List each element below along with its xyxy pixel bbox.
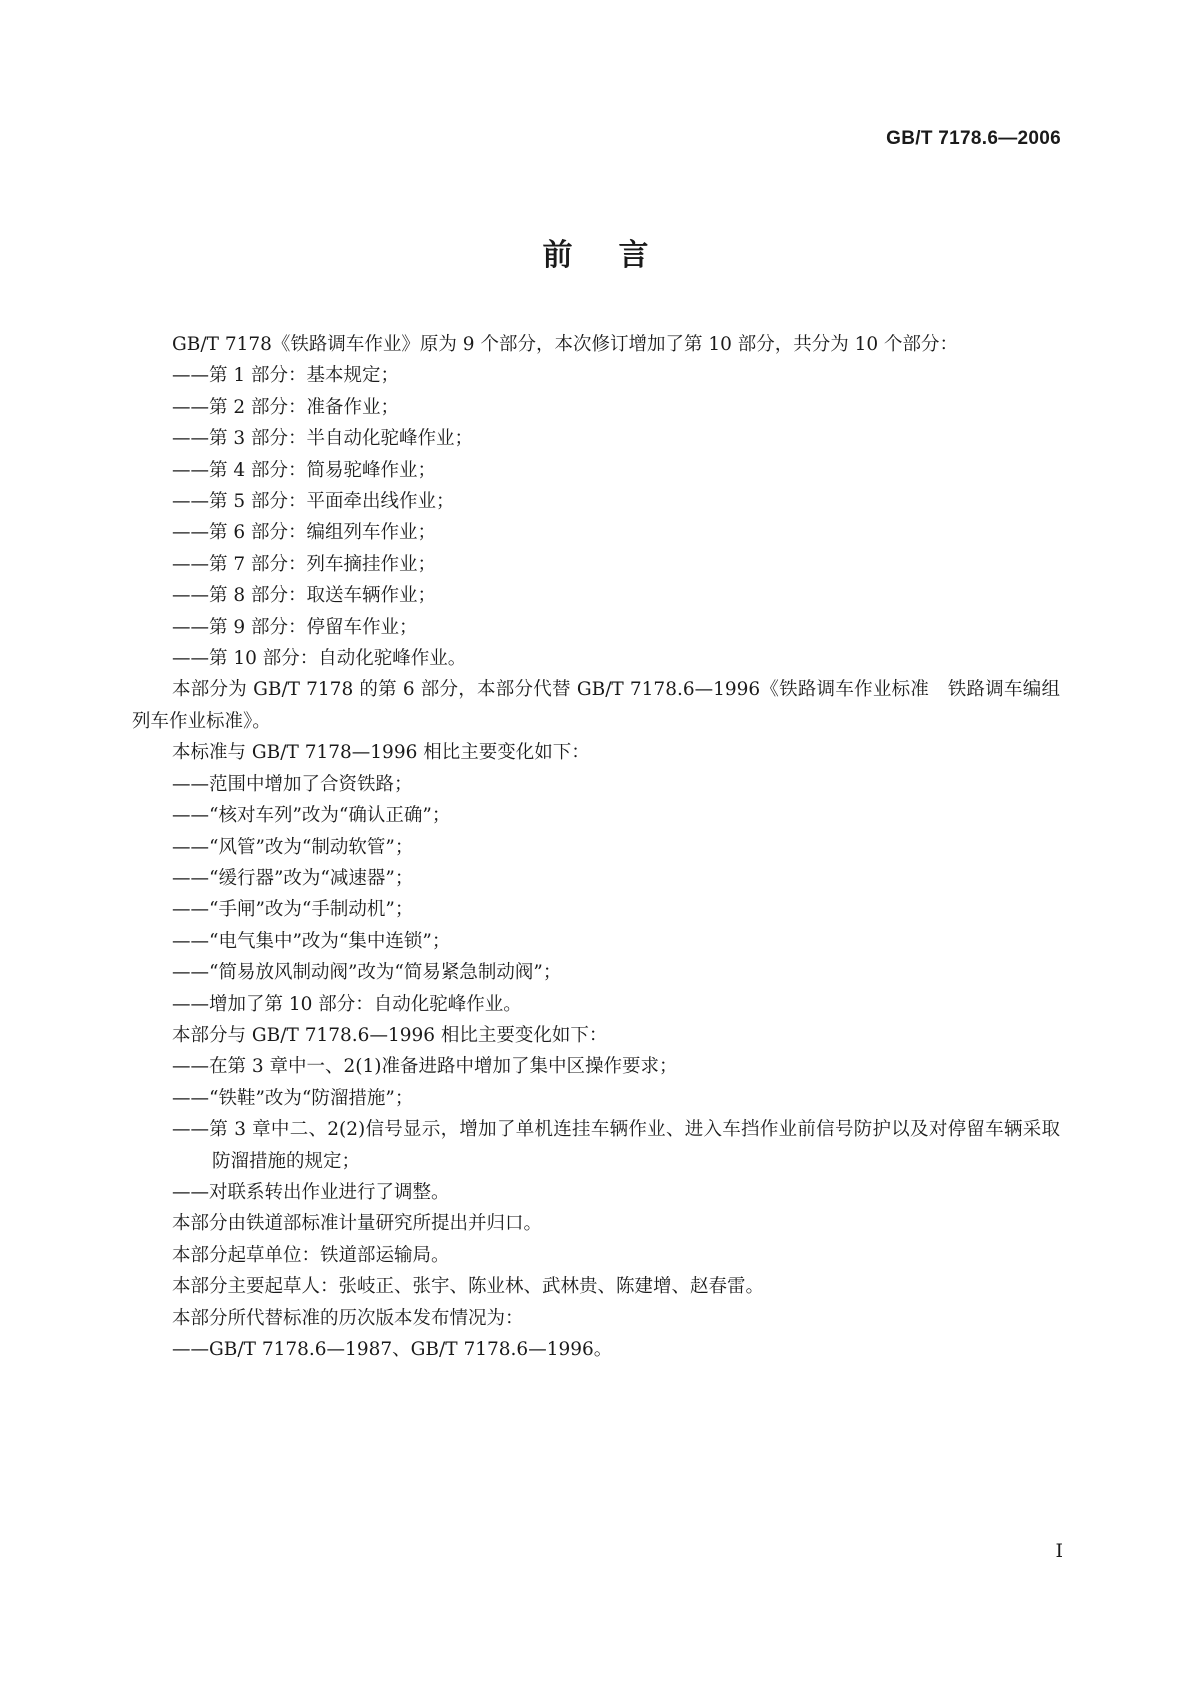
list-item: ——“缓行器”改为“减速器”； <box>172 867 414 889</box>
list-item: ——第 3 章中二、2(2)信号显示，增加了单机连挂车辆作业、进入车挡作业前信号防护以及对停留车辆采取防溜措施的规定； <box>172 1119 1060 1172</box>
paragraph: 本部分由铁道部标准计量研究所提出并归口。 <box>172 1213 543 1235</box>
list-item: ——第 10 部分：自动化驼峰作业。 <box>172 648 467 670</box>
paragraph: 本部分主要起草人：张岐正、张宇、陈业林、武林贵、陈建增、赵春雷。 <box>172 1276 765 1298</box>
paragraph: 本部分起草单位：铁道部运输局。 <box>172 1244 450 1266</box>
list-item: ——第 9 部分：停留车作业； <box>172 616 418 638</box>
list-item: ——“风管”改为“制动软管”； <box>172 836 414 858</box>
list-item: ——第 8 部分：取送车辆作业； <box>172 585 437 607</box>
list-item: ——范围中增加了合资铁路； <box>172 773 413 795</box>
list-item: ——“核对车列”改为“确认正确”； <box>172 805 451 827</box>
paragraph: 本标准与 GB/T 7178—1996 相比主要变化如下： <box>172 742 590 764</box>
list-item: ——在第 3 章中一、2(1)准备进路中增加了集中区操作要求； <box>172 1056 678 1078</box>
list-item: ——第 1 部分：基本规定； <box>172 365 400 387</box>
list-item: ——第 6 部分：编组列车作业； <box>172 522 437 544</box>
list-item: ——第 4 部分：简易驼峰作业； <box>172 459 437 481</box>
page-title: 前言 <box>542 238 695 273</box>
page-number: I <box>1055 1540 1063 1562</box>
document-body <box>132 329 1060 1365</box>
list-item: ——第 5 部分：平面牵出线作业； <box>172 491 455 513</box>
standard-code: GB/T 7178.6—2006 <box>886 128 1061 149</box>
list-item: ——对联系转出作业进行了调整。 <box>172 1181 450 1203</box>
list-item: ——第 2 部分：准备作业； <box>172 396 400 418</box>
list-item: ——“简易放风制动阀”改为“简易紧急制动阀”； <box>172 962 562 984</box>
paragraph: GB/T 7178《铁路调车作业》原为 9 个部分，本次修订增加了第 10 部分，共分为 10 个部分： <box>172 334 959 355</box>
list-item: ——“电气集中”改为“集中连锁”； <box>172 930 451 952</box>
list-item: ——增加了第 10 部分：自动化驼峰作业。 <box>172 993 522 1015</box>
list-item: ——“铁鞋”改为“防溜措施”； <box>172 1087 414 1109</box>
paragraph: 本部分所代替标准的历次版本发布情况为： <box>172 1307 524 1329</box>
list-item: ——“手闸”改为“手制动机”； <box>172 899 414 921</box>
list-item: ——GB/T 7178.6—1987、GB/T 7178.6—1996。 <box>172 1339 613 1360</box>
paragraph: 本部分为 GB/T 7178 的第 6 部分，本部分代替 GB/T 7178.6—1996《铁路调车作业标准 铁路调车编组列车作业标准》。 <box>132 679 1060 732</box>
list-item: ——第 3 部分：半自动化驼峰作业； <box>172 428 474 450</box>
paragraph: 本部分与 GB/T 7178.6—1996 相比主要变化如下： <box>172 1024 608 1046</box>
list-item: ——第 7 部分：列车摘挂作业； <box>172 553 437 575</box>
